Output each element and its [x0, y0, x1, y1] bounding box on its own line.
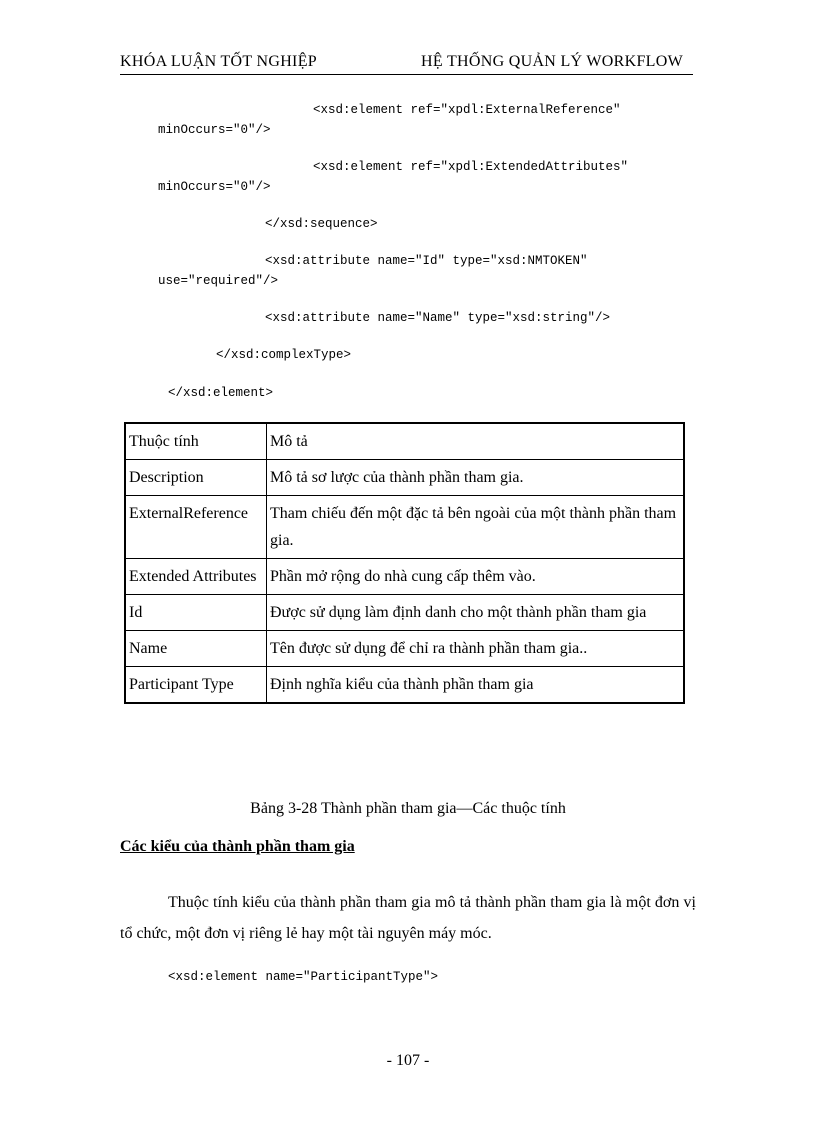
table-caption: Bảng 3-28 Thành phần tham gia—Các thuộc tính — [250, 800, 566, 817]
code-line: <xsd:element ref="xpdl:ExtendedAttributes" — [313, 160, 629, 174]
attribute-description-cell: Phần mở rộng do nhà cung cấp thêm vào. — [267, 559, 685, 595]
attribute-name-cell: Participant Type — [125, 667, 267, 704]
code-line: </xsd:element> — [168, 386, 274, 400]
code-line: minOccurs="0"/> — [158, 180, 271, 194]
section-title: Các kiểu của thành phần tham gia — [120, 838, 355, 855]
attribute-description-cell: Mô tả sơ lược của thành phần tham gia. — [267, 460, 685, 496]
code-line: </xsd:complexType> — [216, 348, 352, 362]
table-row — [125, 667, 684, 704]
code-line: <xsd:attribute name="Name" type="xsd:string"/> — [265, 311, 611, 325]
attribute-name-cell: ExternalReference — [125, 496, 267, 559]
attribute-name-cell: Description — [125, 460, 267, 496]
attributes-table — [124, 422, 685, 704]
attribute-name-cell: Id — [125, 595, 267, 631]
table-row — [125, 559, 684, 595]
table-row — [125, 496, 684, 559]
table-header-cell: Thuộc tính — [125, 423, 267, 460]
attribute-description-cell: Định nghĩa kiểu của thành phần tham gia — [267, 667, 685, 704]
page-number: - 107 - — [386, 1052, 430, 1069]
code-line: <xsd:element ref="xpdl:ExternalReference" — [313, 103, 621, 117]
code-line: </xsd:sequence> — [265, 217, 378, 231]
code-line: minOccurs="0"/> — [158, 123, 271, 137]
table-row — [125, 595, 684, 631]
code-line: <xsd:element name="ParticipantType"> — [168, 970, 439, 984]
page-header — [120, 50, 693, 75]
body-paragraph: Thuộc tính kiểu của thành phần tham gia mô tả thành phần tham gia là một đơn vị tổ chức, một đơn vị riêng lẻ hay một tài nguyên máy móc. — [120, 894, 696, 942]
attribute-description-cell: Tên được sử dụng để chỉ ra thành phần tham gia.. — [267, 631, 685, 667]
header-topic-label: HỆ THỐNG QUẢN LÝ WORKFLOW — [421, 53, 683, 70]
table-row — [125, 631, 684, 667]
table-header-row — [125, 423, 684, 460]
code-line: <xsd:attribute name="Id" type="xsd:NMTOKEN" — [265, 254, 588, 268]
attribute-description-cell: Được sử dụng làm định danh cho một thành phần tham gia — [267, 595, 685, 631]
header-thesis-label: KHÓA LUẬN TỐT NGHIỆP — [120, 53, 317, 70]
attribute-description-cell: Tham chiếu đến một đặc tả bên ngoài của một thành phần tham gia. — [267, 496, 685, 559]
code-line: use="required"/> — [158, 274, 279, 288]
table-header-cell: Mô tả — [267, 423, 685, 460]
table-row — [125, 460, 684, 496]
attribute-name-cell: Name — [125, 631, 267, 667]
attribute-name-cell: Extended Attributes — [125, 559, 267, 595]
